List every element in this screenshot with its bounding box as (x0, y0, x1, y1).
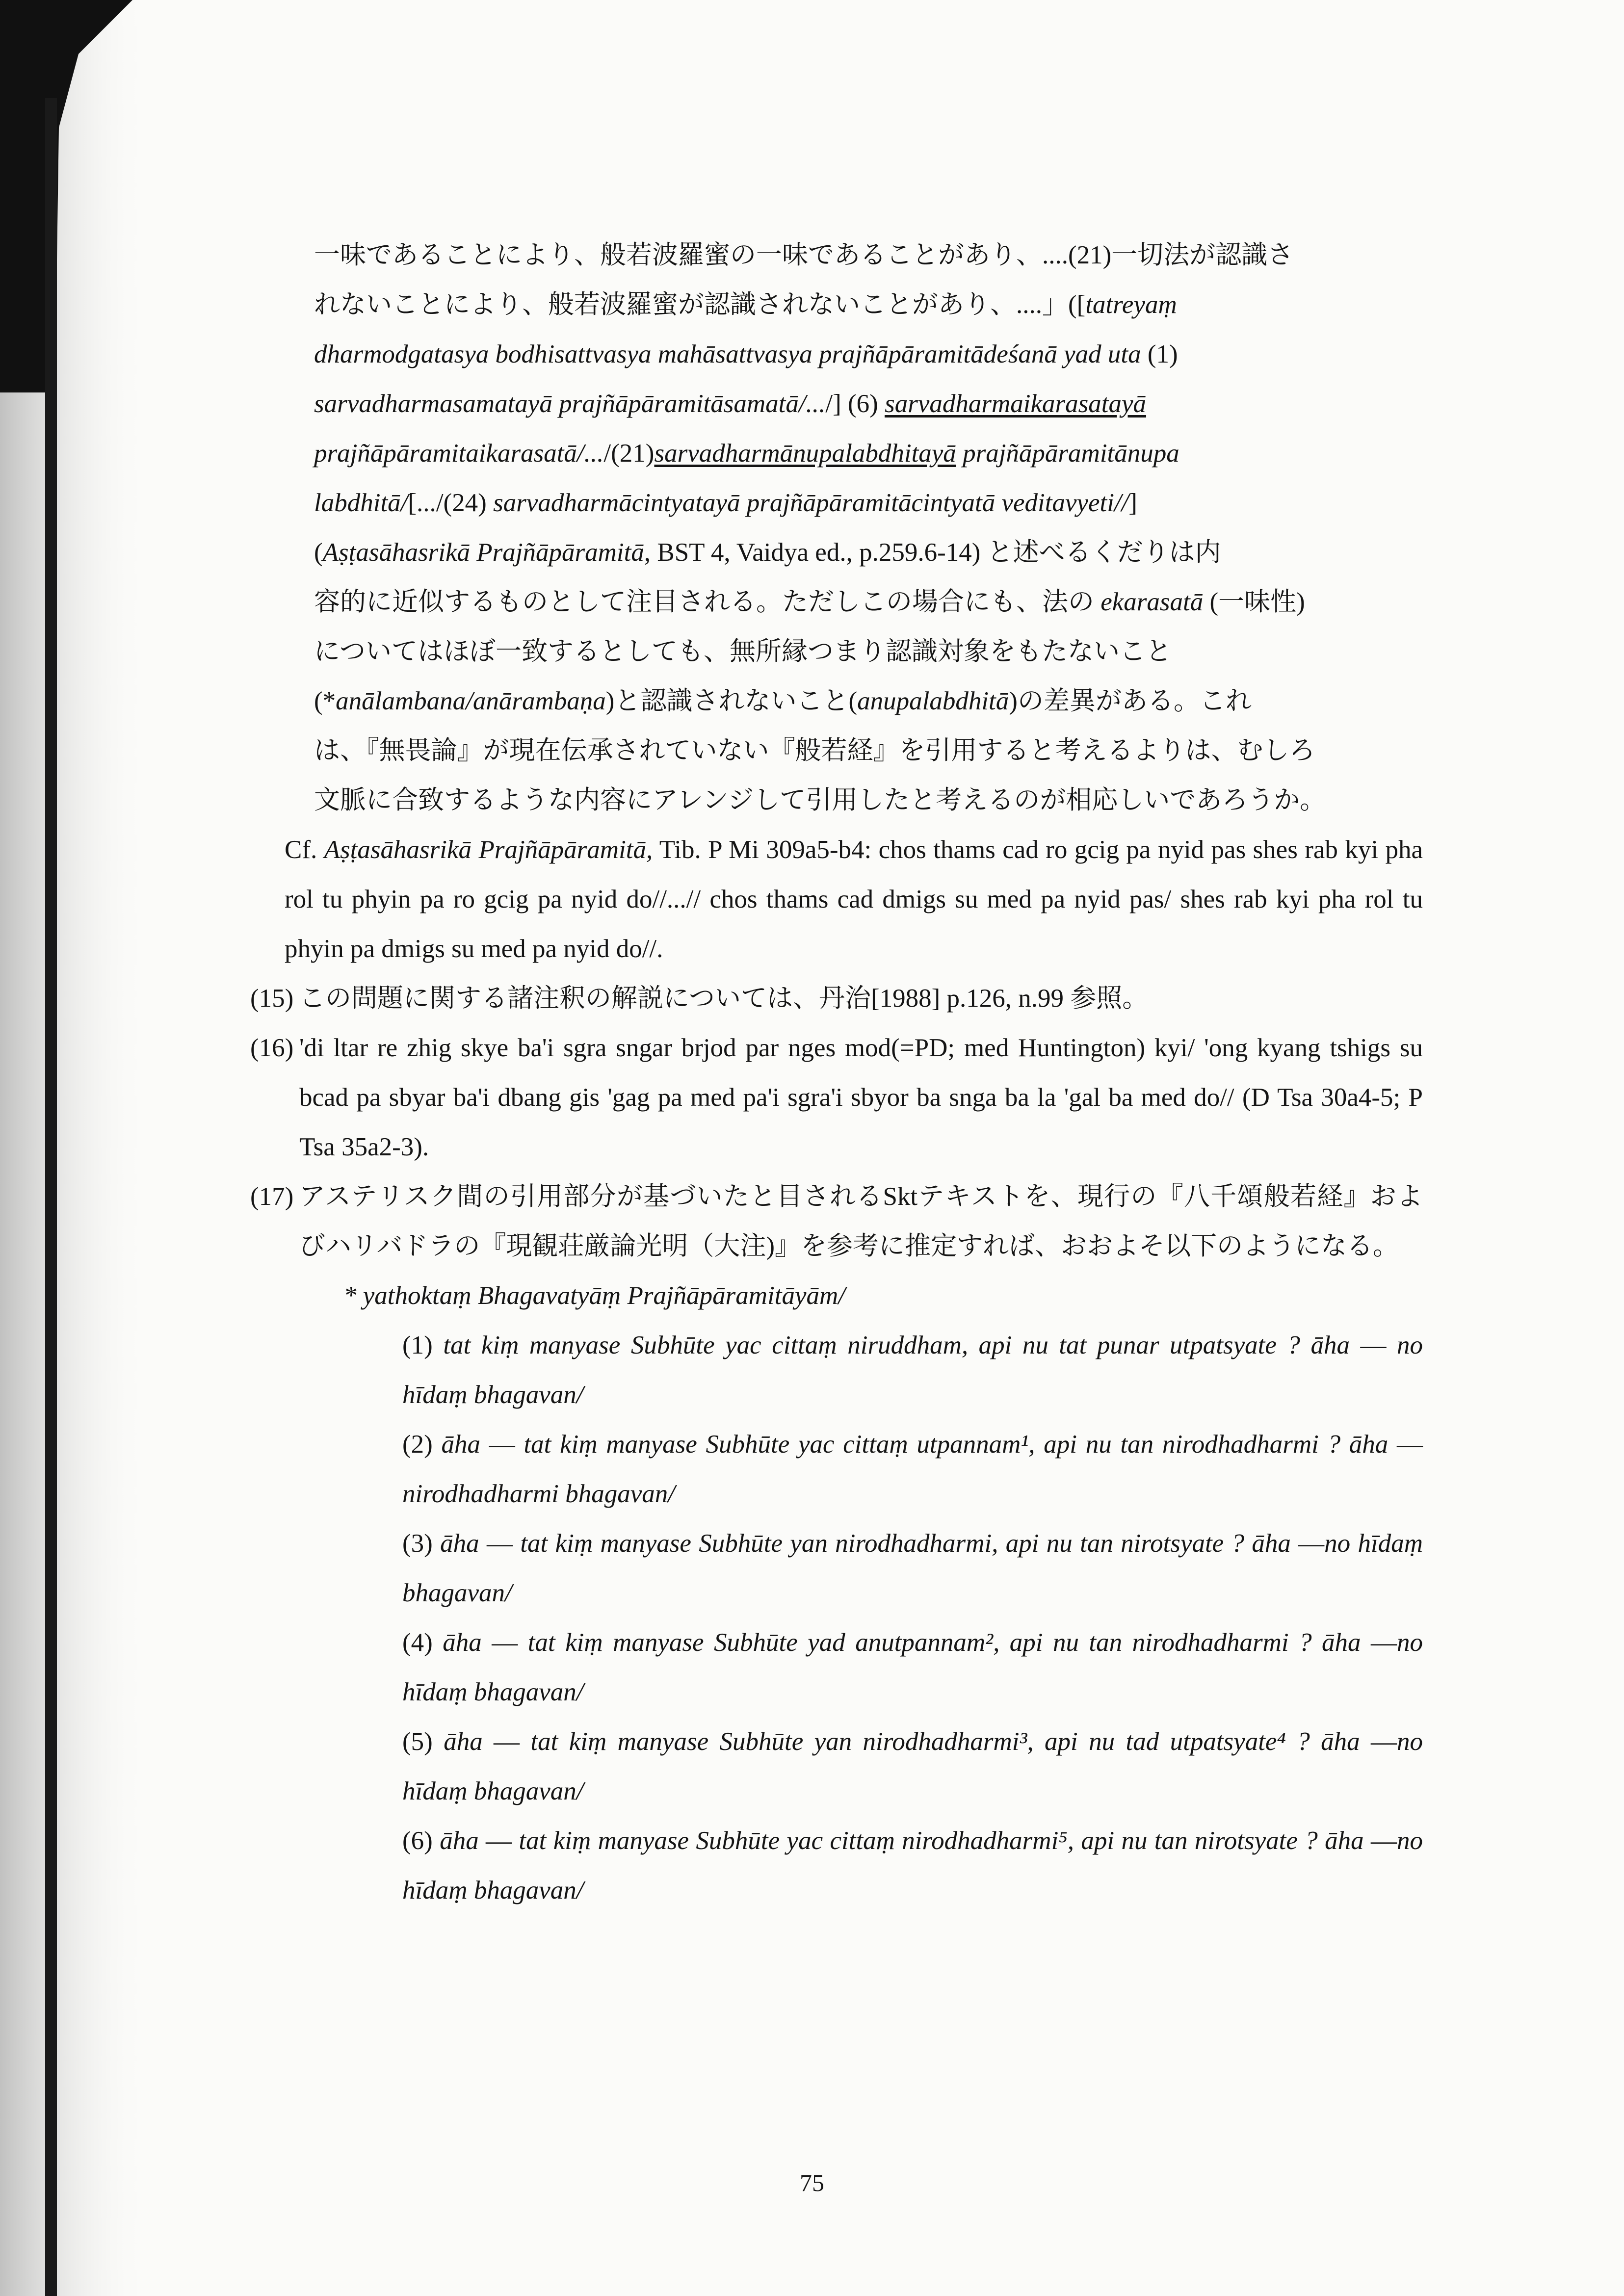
italic-text: sarvadharmācintyatayā prajñāpāramitācintyatā veditavyeti// (493, 489, 1129, 517)
sanskrit-item-6 (402, 1816, 1423, 1915)
note-number: (17) (250, 1182, 294, 1211)
intro-paragraph (314, 231, 1423, 825)
item-number: (3) (402, 1529, 433, 1558)
italic-text: Aṣṭasāhasrikā Prajñāpāramitā, (324, 835, 653, 864)
text: )と認識されないこと( (605, 687, 858, 715)
text: についてはほぼ一致するとしても、無所縁つまり認識対象をもたないこと (314, 637, 1172, 666)
note-15 (250, 974, 1423, 1023)
text: 容的に近似するものとして注目される。ただしこの場合にも、法の (314, 588, 1101, 616)
line (314, 330, 1423, 379)
sanskrit-item-2 (402, 1420, 1423, 1519)
italic-text: dharmodgatasya bodhisattvasya mahāsattvasya prajñāpāramitādeśanā yad uta (314, 340, 1141, 368)
sanskrit-item-4 (402, 1618, 1423, 1717)
line (314, 429, 1423, 478)
sanskrit-item-5 (402, 1717, 1423, 1816)
item-number: (6) (402, 1826, 433, 1855)
note-text: 'di ltar re zhig skye ba'i sgra sngar brjod par nges mod(=PD; med Huntington) kyi/ 'ong kyang tshigs su bcad pa sbyar ba'i dbang gis 'gag pa med pa'i sgra'i sbyor ba snga ba la 'gal ba med do// (D Tsa 30a4-5; P Tsa 35a2-3). (299, 1034, 1423, 1161)
italic-text: anālambana/anārambaṇa (336, 687, 606, 715)
italic-text: sarvadharmasamatayā prajñāpāramitāsamatā/... (314, 390, 826, 418)
line (314, 677, 1423, 726)
sanskrit-item-1 (402, 1321, 1423, 1420)
text: れないことにより、般若波羅蜜が認識されないことがあり、....」([ (314, 290, 1086, 319)
item-number: (1) (402, 1331, 433, 1359)
line (314, 280, 1423, 330)
text: 一味であることにより、般若波羅蜜の一味であることがあり、....(21)一切法が認識さ (314, 241, 1294, 269)
line (314, 478, 1423, 528)
line (314, 627, 1423, 677)
item-text: tat kiṃ manyase Subhūte yac cittaṃ niruddham, api nu tat punar utpatsyate ? āha ― no hīdaṃ bhagavan/ (402, 1331, 1423, 1409)
note-17 (250, 1172, 1423, 1271)
text: ] (1128, 489, 1138, 517)
text: , BST 4, Vaidya ed., p.259.6-14) と述べるくだりは内 (644, 538, 1221, 567)
line (314, 379, 1423, 429)
item-text: āha ― tat kiṃ manyase Subhūte yan nirodhadharmi³, api nu tad utpatsyate⁴ ? āha ―no hīdaṃ bhagavan/ (402, 1727, 1423, 1805)
italic-text: ekarasatā (1100, 588, 1204, 616)
italic-text: Aṣṭasāhasrikā Prajñāpāramitā (322, 538, 644, 567)
text: (* (314, 687, 336, 715)
text: Cf. (285, 835, 324, 864)
sanskrit-intro: * yathoktaṃ Bhagavatyāṃ Prajñāpāramitāyām/ (343, 1281, 846, 1310)
text: ( (314, 538, 323, 567)
item-number: (5) (402, 1727, 433, 1756)
italic-text: prajñāpāramitānupa (956, 439, 1179, 468)
italic-text: prajñāpāramitaikarasatā/... (314, 439, 604, 468)
item-text: āha ― tat kiṃ manyase Subhūte yac cittaṃ nirodhadharmi⁵, api nu tan nirotsyate ? āha ―no hīdaṃ bhagavan/ (402, 1826, 1423, 1905)
item-number: (4) (402, 1628, 433, 1657)
line (314, 528, 1423, 577)
page-body (250, 231, 1423, 1915)
note-text: この問題に関する諸注釈の解説については、丹治[1988] p.126, n.99 参照。 (299, 984, 1149, 1013)
underlined-text: sarvadharmānupalabdhitayā (654, 439, 956, 468)
page-number: 75 (800, 2169, 824, 2196)
underlined-text: sarvadharmaikarasatayā (885, 390, 1147, 418)
note-number: (15) (250, 984, 294, 1013)
text: (1) (1141, 340, 1178, 368)
cf-reference (285, 825, 1423, 974)
italic-text: tatreyaṃ (1085, 290, 1177, 319)
note-text: アステリスク間の引用部分が基づいたと目されるSktテキストを、現行の『八千頌般若経』およびハリバドラの『現観荘厳論光明（大注)』を参考に推定すれば、おおよそ以下のようになる。 (299, 1182, 1423, 1260)
text: (一味性) (1203, 588, 1305, 616)
text: /(21) (603, 439, 655, 468)
text: )の差異がある。これ (1009, 687, 1252, 715)
text: 文脈に合致するような内容にアレンジして引用したと考えるのが相応しいであろうか。 (314, 786, 1326, 814)
item-text: āha ― tat kiṃ manyase Subhūte yad anutpannam², api nu tan nirodhadharmi ? āha ―no hīdaṃ bhagavan/ (402, 1628, 1423, 1706)
note-16 (250, 1023, 1423, 1172)
item-number: (2) (402, 1430, 433, 1459)
text: は、『無畏論』が現在伝承されていない『般若経』を引用すると考えるよりは、むしろ (314, 736, 1315, 765)
sanskrit-item-3 (402, 1519, 1423, 1618)
text: /] (6) (825, 390, 885, 418)
binding-shadow (0, 0, 147, 2296)
italic-text: anupalabdhitā (857, 687, 1009, 715)
text: /(24) (436, 489, 494, 517)
note-number: (16) (250, 1034, 294, 1062)
line (314, 577, 1423, 627)
text: Tib. P Mi 309a5-b4: chos thams cad ro gcig pa nyid pas shes rab kyi pha rol tu phyin pa ro gcig pa nyid do//...// chos thams cad dmigs su med pa nyid pas/ shes rab kyi pha rol tu phyin pa dmigs su med pa nyid do//. (285, 835, 1423, 963)
item-text: āha ― tat kiṃ manyase Subhūte yan nirodhadharmi, api nu tan nirotsyate ? āha ―no hīdaṃ bhagavan/ (402, 1529, 1423, 1607)
line (314, 776, 1423, 825)
item-text: āha ― tat kiṃ manyase Subhūte yac cittaṃ utpannam¹, api nu tan nirodhadharmi ? āha ― nirodhadharmi bhagavan/ (402, 1430, 1423, 1508)
text: [... (408, 489, 436, 517)
italic-text: labdhitā/ (314, 489, 408, 517)
line (314, 726, 1423, 776)
line (314, 231, 1423, 280)
